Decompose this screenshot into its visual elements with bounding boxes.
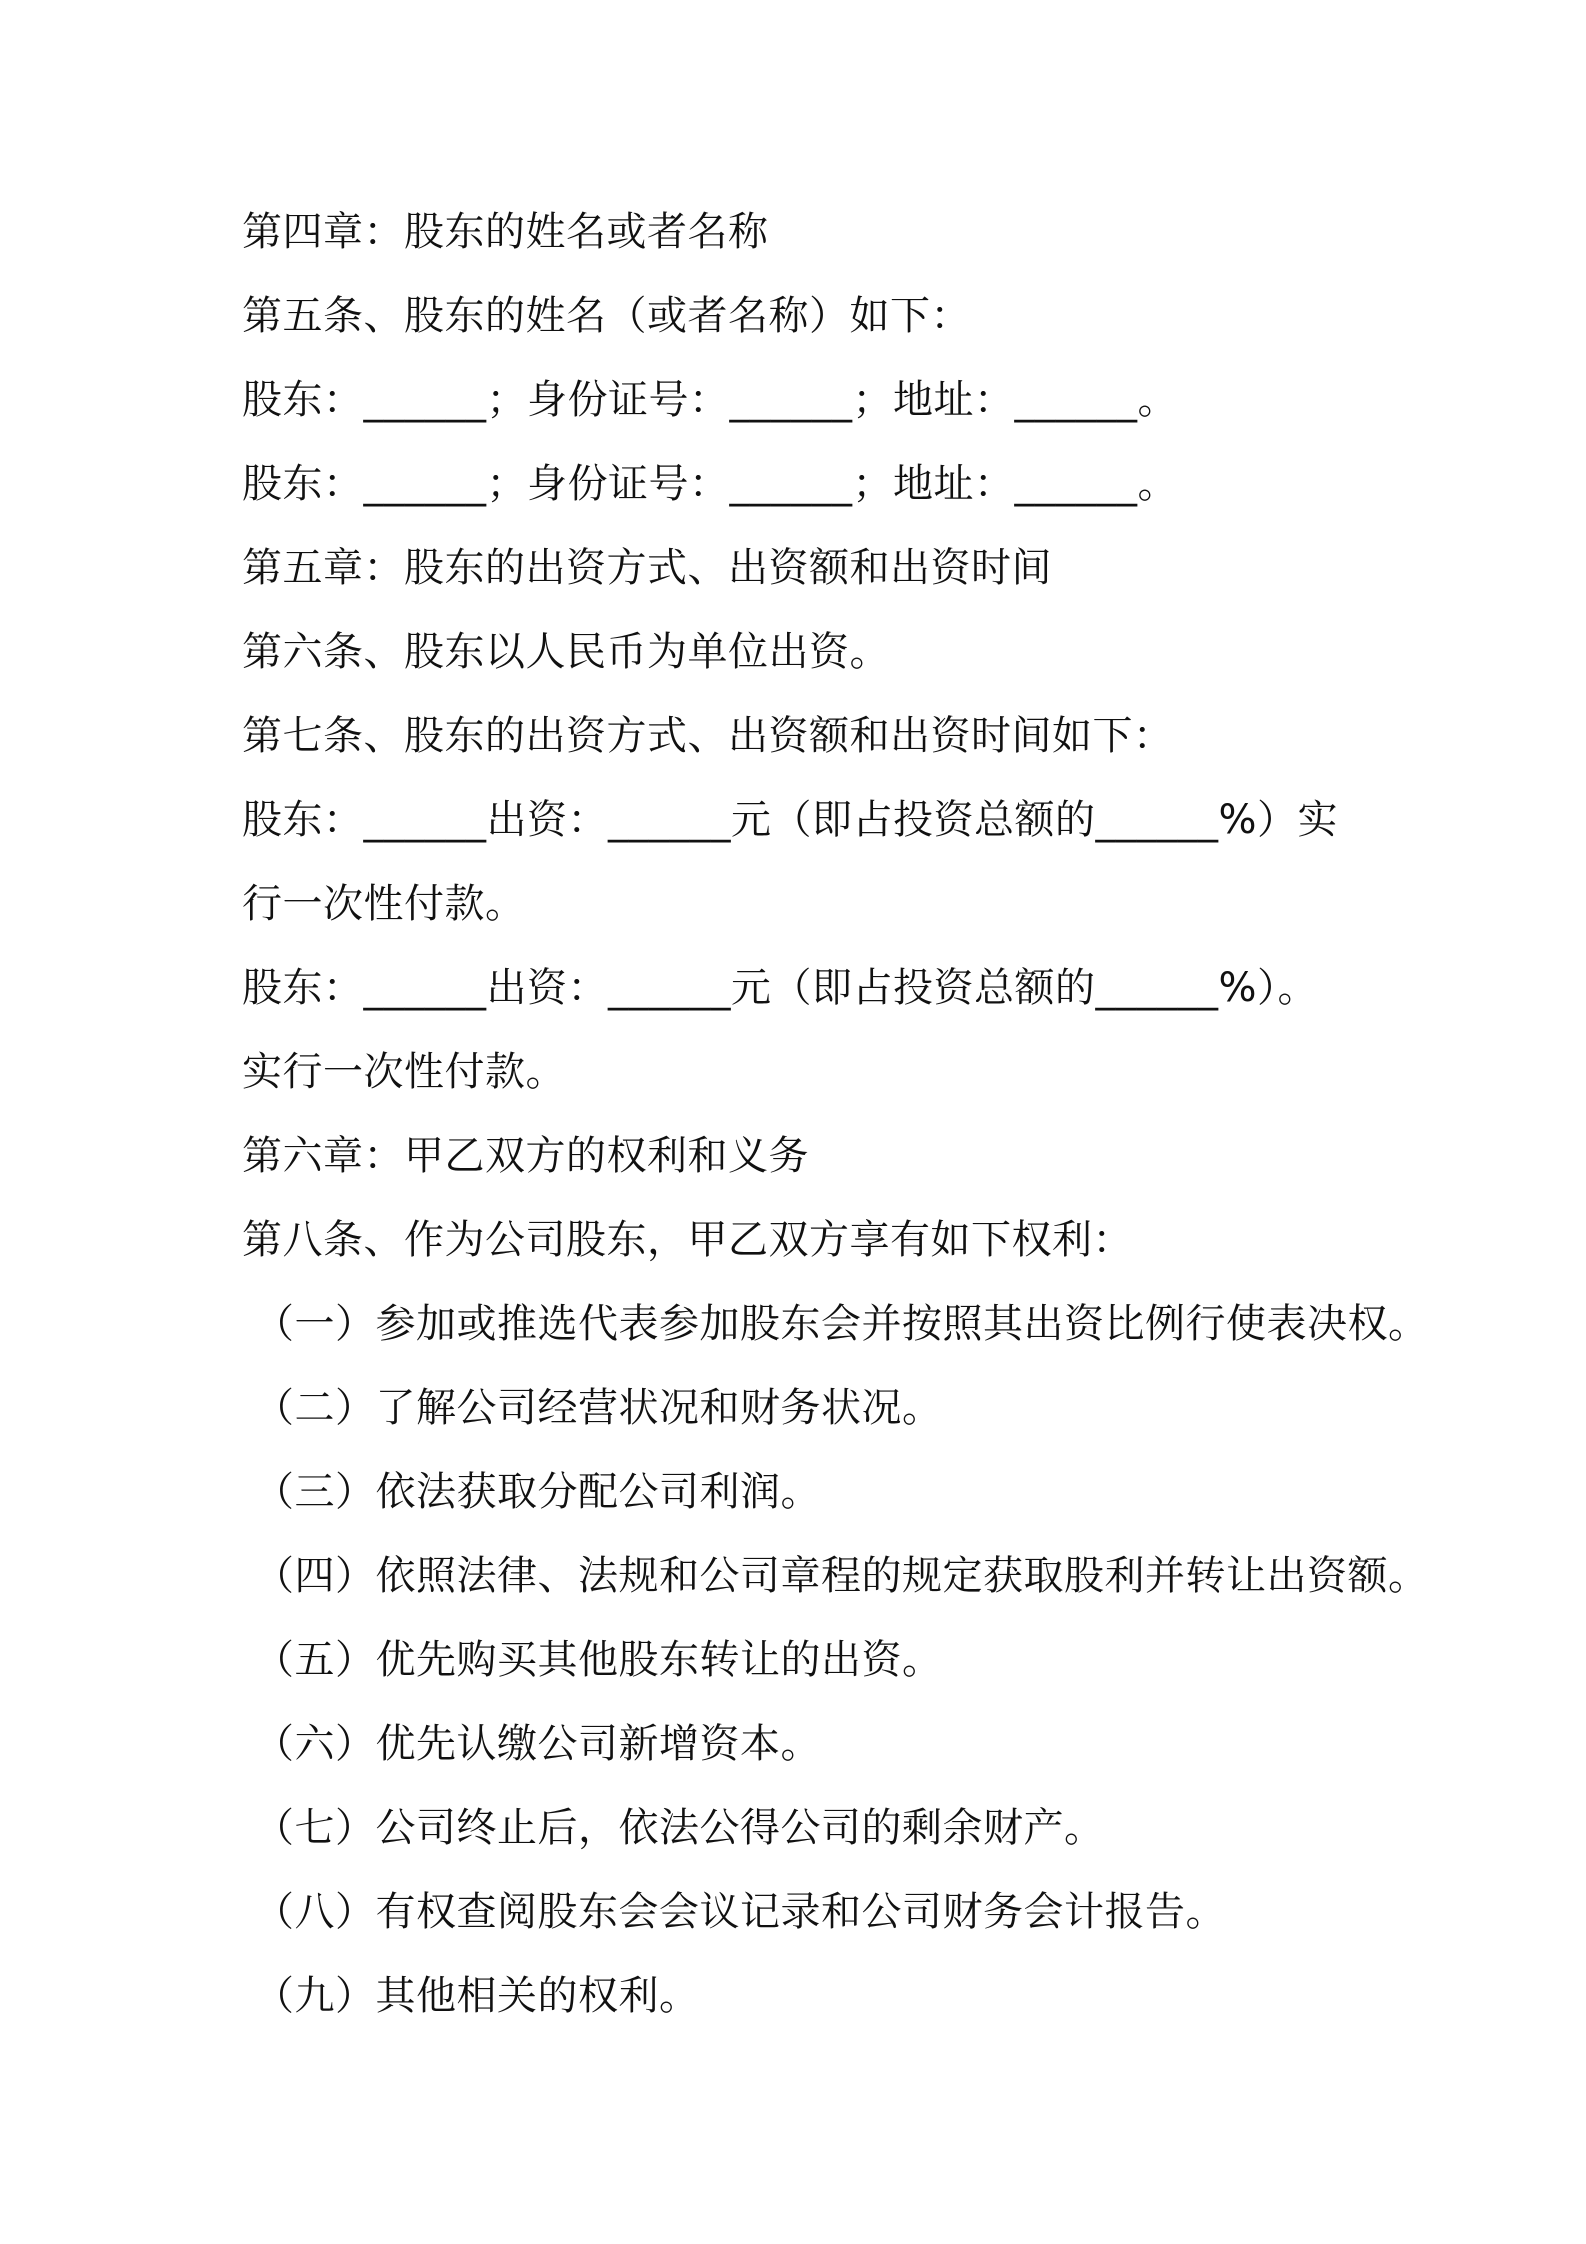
right-item-5: （五）优先购买其他股东转让的出资。	[254, 1637, 943, 1683]
right-item-8: （八）有权查阅股东会会议记录和公司财务会计报告。	[254, 1889, 1226, 1935]
capital-contribution-line-2a: 股东：______出资：______元（即占投资总额的______%）。	[242, 965, 1319, 1011]
right-item-6: （六）优先认缴公司新增资本。	[254, 1721, 821, 1767]
right-item-3: （三）依法获取分配公司利润。	[254, 1469, 821, 1515]
right-item-4: （四）依照法律、法规和公司章程的规定获取股利并转让出资额。	[254, 1553, 1429, 1599]
chapter-6-heading: 第六章：甲乙双方的权利和义务	[242, 1133, 809, 1179]
chapter-4-heading: 第四章：股东的姓名或者名称	[242, 209, 769, 255]
right-item-2: （二）了解公司经营状况和财务状况。	[254, 1385, 943, 1431]
article-8-heading: 第八条、作为公司股东，甲乙双方享有如下权利：	[242, 1217, 1133, 1263]
article-6-text: 第六条、股东以人民币为单位出资。	[242, 629, 890, 675]
chapter-5-heading: 第五章：股东的出资方式、出资额和出资时间	[242, 545, 1052, 591]
shareholder-info-line-1: 股东：______；身份证号：______；地址：______。	[242, 377, 1178, 423]
capital-contribution-line-1a: 股东：______出资：______元（即占投资总额的______%）实	[242, 797, 1339, 843]
capital-contribution-line-1b: 行一次性付款。	[242, 881, 526, 927]
right-item-1: （一）参加或推选代表参加股东会并按照其出资比例行使表决权。	[254, 1301, 1429, 1347]
capital-contribution-line-2b: 实行一次性付款。	[242, 1049, 566, 1095]
article-5-heading: 第五条、股东的姓名（或者名称）如下：	[242, 293, 971, 339]
article-7-heading: 第七条、股东的出资方式、出资额和出资时间如下：	[242, 713, 1174, 759]
shareholder-info-line-2: 股东：______；身份证号：______；地址：______。	[242, 461, 1178, 507]
document-body	[242, 190, 1429, 2038]
right-item-7: （七）公司终止后，依法公得公司的剩余财产。	[254, 1805, 1105, 1851]
right-item-9: （九）其他相关的权利。	[254, 1973, 700, 2019]
